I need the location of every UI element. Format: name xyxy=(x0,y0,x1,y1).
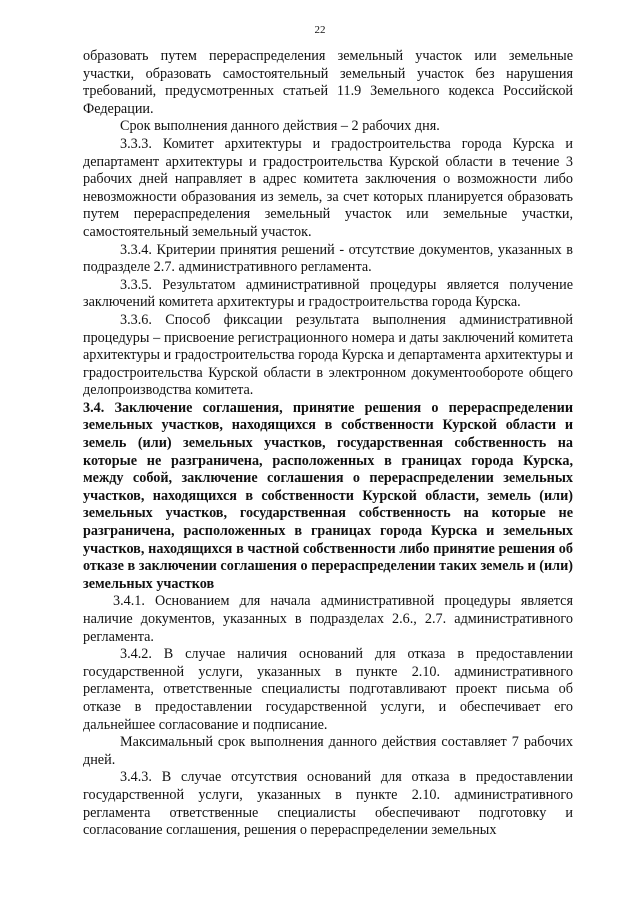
paragraph-max-term: Максимальный срок выполнения данного действия составляет 7 рабочих дней. xyxy=(83,734,573,768)
document-body xyxy=(83,48,573,840)
page-number: 22 xyxy=(314,24,326,36)
paragraph-deadline: Срок выполнения данного действия – 2 рабочих дня. xyxy=(120,118,440,135)
paragraph-3-4-3: 3.4.3. В случае отсутствия оснований для отказа в предоставлении государственной услуги, указанных в пункте 2.10. административного регламента ответственные специалисты обеспечивают подготовку и согласование соглашения, решения о перераспределении земельных xyxy=(83,769,573,839)
paragraph-continuation: образовать путем перераспределения земельный участок или земельные участки, образовать самостоятельный земельный участок без нарушения требований, предусмотренных статьей 11.9 Земельного кодекса Российской Федерации. xyxy=(83,48,573,117)
paragraph-3-3-4: 3.3.4. Критерии принятия решений - отсутствие документов, указанных в подразделе 2.7. административного регламента. xyxy=(83,241,573,276)
paragraph-3-3-6: 3.3.6. Способ фиксации результата выполнения административной процедуры – присвоение регистрационного номера и даты заключений комитета архитектуры и градостроительства города Курска и департамента архитектуры и градостроительства Курской области в электронном документообороте общего делопроизводства комитета. xyxy=(83,311,573,399)
paragraph-3-4-1: 3.4.1. Основанием для начала административной процедуры является наличие документов, указанных в подразделах 2.6., 2.7. административного регламента. xyxy=(83,593,573,645)
section-heading-3-4: 3.4. Заключение соглашения, принятие решения о перераспределении земельных участков, находящихся в собственности Курской области и земель (или) земельных участков, государственная собственность на которые не разграничена, расположенных в границах города Курска, между собой, заключение соглашения о перераспределении земельных участков, находящихся в собственности Курской области, земель (или) земельных участков, государственная собственность на которые не разграничена, расположенных в границах города Курска и земельных участков, находящихся в частной собственности либо принятие решения об отказе в заключении соглашения о перераспределении таких земель и (или) земельных участков xyxy=(83,399,573,592)
paragraph-3-3-3: 3.3.3. Комитет архитектуры и градостроительства города Курска и департамент архитектуры и градостроительства Курской области в течение 3 рабочих дней направляет в адрес комитета заключения о возможности либо невозможности образования из земель, за счет которых планируется образовать путем перераспределения земельный участок или земельные участки, самостоятельный земельный участок. xyxy=(83,135,573,240)
paragraph-3-4-2: 3.4.2. В случае наличия оснований для отказа в предоставлении государственной услуги, указанных в пункте 2.10. административного регламента, ответственные специалисты подготавливают проект письма об отказе в предоставлении государственной услуги, и обеспечивает его дальнейшее согласование и подписание. xyxy=(83,646,573,733)
paragraph-3-3-5: 3.3.5. Результатом административной процедуры является получение заключений комитета архитектуры и градостроительства города Курска. xyxy=(83,276,573,311)
